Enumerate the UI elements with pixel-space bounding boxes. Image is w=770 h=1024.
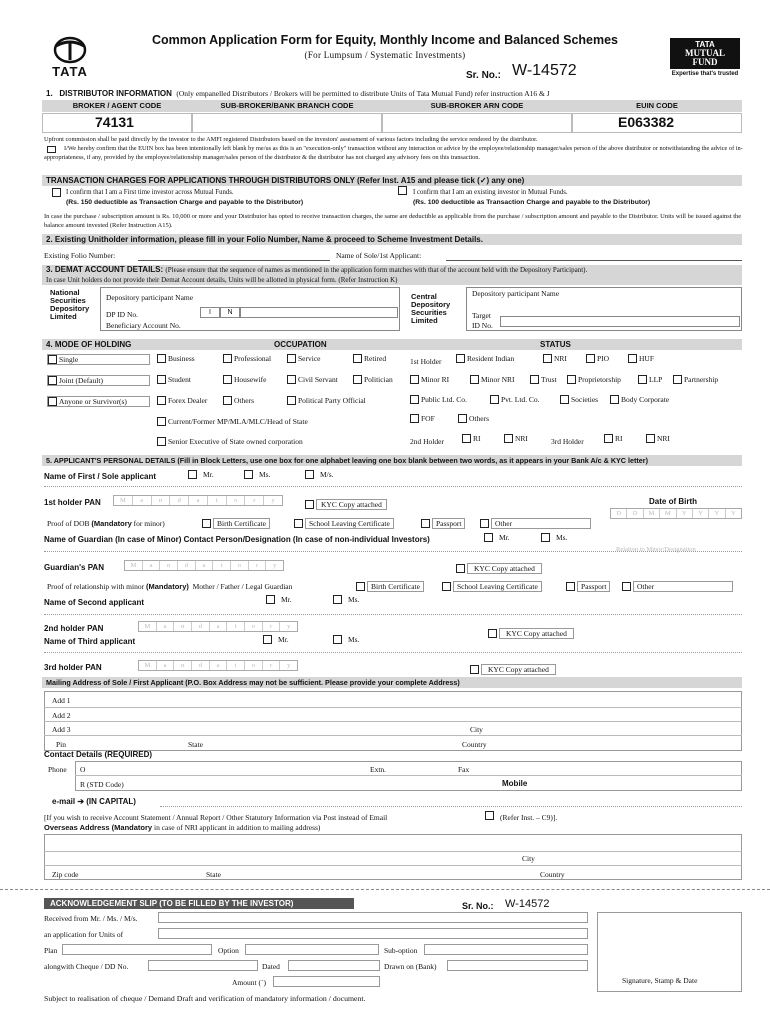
received-input[interactable]	[158, 912, 588, 923]
section1-bar: 1. DISTRIBUTOR INFORMATION (Only empanelled Distributors / Brokers will be permitted to distribute Units of Tata Mutual Fund) refer instruction A16 & J	[42, 88, 742, 99]
occ-service[interactable]: Service	[287, 354, 321, 363]
units-label: an application for Units of	[44, 930, 124, 939]
plan-input[interactable]	[62, 944, 212, 955]
retired-checkbox	[353, 354, 362, 363]
minor-ri-checkbox	[410, 375, 419, 384]
relation-hint: Relation to Minor/Designation	[616, 546, 696, 553]
phone-box	[75, 761, 742, 791]
first-time-charge: (Rs. 150 deductible as Transaction Charge and payable to the Distributor)	[66, 199, 304, 206]
housewife-checkbox	[223, 375, 232, 384]
pan3-input[interactable]: M a n d a t o r y	[138, 660, 298, 671]
email-label: e-mail ➔ (IN CAPITAL)	[52, 797, 136, 806]
email-input[interactable]	[160, 806, 742, 807]
status-minor-nri[interactable]: Minor NRI	[470, 375, 515, 384]
llp-checkbox	[638, 375, 647, 384]
upfront-note: Upfront commission shall be paid directly by the investor to the AMFI registered Distributors based on the investors' assessment of various factors including the service rendered by the distributor.	[44, 136, 538, 143]
holder3-nri-checkbox	[646, 434, 655, 443]
mode-anyone-label: Anyone or Survivor(s)	[59, 397, 127, 406]
senior-exec-checkbox	[157, 437, 166, 446]
tata-mf-logo: TATA MUTUAL FUND Expertise that's trusted	[671, 40, 739, 77]
guardian-label: Name of Guardian (In case of Minor) Contact Person/Designation (In case of non-individual Investors)	[44, 535, 430, 544]
public-ltd-checkbox	[410, 395, 419, 404]
section2-bar: 2. Existing Unitholder information, please fill in your Folio Number, Name & proceed to Scheme Investment Details.	[42, 234, 742, 245]
occ-student[interactable]: Student	[157, 375, 191, 384]
status-trust[interactable]: Trust	[530, 375, 557, 384]
dp-id-i: I	[200, 307, 220, 318]
nsdl-ben-label: Beneficiary Account No.	[106, 321, 181, 330]
add3-input[interactable]	[44, 735, 742, 736]
occ-professional[interactable]: Professional	[223, 354, 271, 363]
tc-note: In case the purchase / subscription amount is Rs. 10,000 or more and your Distributor has opted to receive transaction charges, the same are deductible as applicable from the purchase / subscription amount and payable to the Distributor. Units will be issued against the balance amount invested (Refer Instruction A15).	[44, 213, 742, 229]
first-time-confirm: I confirm that I am a First time investor across Mutual Funds.	[66, 189, 234, 196]
first-time-checkbox[interactable]	[52, 188, 61, 197]
holder2-ri-checkbox	[462, 434, 471, 443]
add1-label: Add 1	[52, 696, 71, 705]
occ-political-party[interactable]: Political Party Official	[287, 396, 366, 405]
single-checkbox[interactable]	[48, 355, 57, 364]
kyc1[interactable]: KYC Copy attached	[305, 499, 387, 510]
guardian-ms[interactable]: Ms.	[541, 533, 567, 542]
phone-o-label: O	[80, 765, 86, 774]
ack-footer: Subject to realisation of cheque / Demand Draft and verification of mandatory information / document.	[44, 994, 366, 1003]
cut-line	[0, 889, 770, 890]
overseas-city-label: City	[522, 854, 535, 863]
status-llp[interactable]: LLP	[638, 375, 662, 384]
overseas-line2	[44, 865, 742, 866]
holder3-ri[interactable]: RI	[604, 434, 623, 443]
nsdl-dp-id-input[interactable]	[240, 307, 398, 318]
stmt-post-checkbox[interactable]	[485, 811, 494, 820]
guardian-mr[interactable]: Mr.	[484, 533, 510, 542]
holder3-label: 3rd Holder	[551, 437, 584, 446]
ack-sr-label: Sr. No.:	[462, 901, 494, 911]
occ-retired[interactable]: Retired	[353, 354, 386, 363]
existing-confirm: I confirm that I am an existing investor in Mutual Funds.	[413, 189, 568, 196]
third-mr[interactable]: Mr.	[263, 635, 289, 644]
first-mr[interactable]: Mr.	[188, 470, 214, 479]
status-societies[interactable]: Societies	[560, 395, 598, 404]
mode-single-label: Single	[59, 355, 79, 364]
business-checkbox	[157, 354, 166, 363]
forex-checkbox	[157, 396, 166, 405]
tata-logo	[42, 36, 98, 78]
overseas-label: Overseas Address (Mandatory in case of NRI applicant in addition to mailing address)	[44, 823, 321, 832]
units-input[interactable]	[158, 928, 588, 939]
occ-housewife[interactable]: Housewife	[223, 375, 267, 384]
first-applicant-label: Name of First / Sole applicant	[44, 472, 157, 481]
holder2-ri[interactable]: RI	[462, 434, 481, 443]
holder1-label: 1st Holder	[410, 357, 442, 366]
sr-label: Sr. No.:	[466, 70, 502, 81]
status-proprietorship[interactable]: Proprietorship	[567, 375, 621, 384]
occ-business[interactable]: Business	[157, 354, 195, 363]
rel-passport[interactable]: Passport	[566, 581, 610, 592]
add1-input[interactable]	[44, 707, 742, 708]
pio-checkbox	[586, 354, 595, 363]
dated-input[interactable]	[288, 960, 380, 971]
occ-civil-servant[interactable]: Civil Servant	[287, 375, 338, 384]
nsdl-dp-id-label: DP ID No.	[106, 310, 139, 319]
status-public-ltd[interactable]: Public Ltd. Co.	[410, 395, 467, 404]
folio-input[interactable]	[138, 260, 330, 261]
societies-checkbox	[560, 395, 569, 404]
tata-emblem-icon	[42, 36, 98, 64]
sole-name-label: Name of Sole/1st Applicant:	[336, 251, 422, 260]
body-corporate-checkbox	[610, 395, 619, 404]
partnership-checkbox	[673, 375, 682, 384]
existing-charge: (Rs. 100 deductible as Transaction Charge and payable to the Distributor)	[413, 199, 651, 206]
guardian-pan-input[interactable]: M a n d a t o r y	[124, 560, 284, 571]
anyone-checkbox[interactable]	[48, 397, 57, 406]
occ-senior-exec[interactable]: Senior Executive of State owned corporation	[157, 437, 303, 446]
professional-checkbox	[223, 354, 232, 363]
target-id-label: ID No.	[472, 321, 493, 330]
country-label: Country	[462, 740, 487, 749]
signature-label: Signature, Stamp & Date	[622, 976, 698, 985]
mobile-label: Mobile	[502, 779, 528, 788]
phone-o-input[interactable]	[75, 775, 742, 776]
mp-mla-checkbox	[157, 417, 166, 426]
overseas-box[interactable]	[44, 834, 742, 880]
first-name-input[interactable]	[44, 486, 742, 487]
cheque-input[interactable]	[148, 960, 258, 971]
sub-option-input[interactable]	[424, 944, 588, 955]
ack-title: ACKNOWLEDGEMENT SLIP (TO BE FILLED BY THE INVESTOR)	[44, 898, 354, 909]
nsdl-dp-name-label: Depository participant Name	[106, 293, 194, 302]
city-label: City	[470, 725, 483, 734]
sole-name-input[interactable]	[446, 260, 742, 261]
civil-servant-checkbox	[287, 375, 296, 384]
third-ms[interactable]: Ms.	[333, 635, 359, 644]
status-fof[interactable]: FOF	[410, 414, 435, 423]
first-mrs[interactable]: M/s.	[305, 470, 334, 479]
state-label: State	[188, 740, 203, 749]
service-checkbox	[287, 354, 296, 363]
pan1-label: 1st holder PAN	[44, 498, 101, 507]
politician-checkbox	[353, 375, 362, 384]
minor-nri-checkbox	[470, 375, 479, 384]
status-pio[interactable]: PIO	[586, 354, 609, 363]
folio-label: Existing Folio Number:	[44, 251, 116, 260]
sub-option-label: Sub-option	[384, 946, 418, 955]
proof-school[interactable]: School Leaving Certificate	[294, 518, 394, 529]
resident-checkbox	[456, 354, 465, 363]
euin-code: E063382	[618, 114, 675, 130]
dp-id-n: N	[220, 307, 240, 318]
option-label: Option	[218, 946, 239, 955]
euin-declaration: I/We hereby confirm that the EUIN box has been intentionally left blank by me/us as this is an "execution-only" transaction without any interaction or advice by the employee/relationship manager/sales person of the above distributor or notwithstanding the advice of in-appropriateness, if any, provided by the employee/relationship manager/sales person of the distributor & the distributor has not charged any advisory fees on this transaction.	[44, 145, 743, 161]
rel-other[interactable]: Other	[622, 581, 733, 592]
cdsl-label: Central Depository Securities Limited	[411, 292, 451, 325]
stmt-refer: (Refer Inst. – C9)].	[500, 813, 558, 822]
option-input[interactable]	[245, 944, 379, 955]
dob-label: Date of Birth	[649, 497, 697, 506]
amount-label: Amount (`)	[232, 978, 266, 987]
dated-label: Dated	[262, 962, 280, 971]
target-label: Target	[472, 311, 491, 320]
joint-checkbox[interactable]	[48, 376, 57, 385]
occ-others[interactable]: Others	[223, 396, 254, 405]
status-pvt-ltd[interactable]: Pvt. Ltd. Co.	[490, 395, 540, 404]
pan1-input[interactable]: M a n d a t o r y	[113, 495, 283, 506]
add2-input[interactable]	[44, 721, 742, 722]
tata-wordmark: TATA	[52, 64, 88, 79]
sub-broker-code-box[interactable]	[192, 113, 382, 133]
occ-mp-mla[interactable]: Current/Former MP/MLA/MLC/Head of State	[157, 417, 308, 426]
dob-input[interactable]: D D M M Y Y Y Y	[610, 508, 742, 519]
second-mr[interactable]: Mr.	[266, 595, 292, 604]
proof-dob-label: Proof of DOB (Mandatory for minor)	[47, 519, 165, 528]
section5-bar: 5. APPLICANT'S PERSONAL DETAILS (Fill in Block Letters, use one box for one alphabet leaving one box blank between two words, as it appears in your Bank A/c & KYC letter)	[42, 455, 742, 466]
rel-birth[interactable]: Birth Certificate	[356, 581, 424, 592]
huf-checkbox	[628, 354, 637, 363]
plan-label: Plan	[44, 946, 58, 955]
holder2-label: 2nd Holder	[410, 437, 444, 446]
guardian-pan-label: Guardian's PAN	[44, 563, 104, 572]
section3-bar: 3. DEMAT ACCOUNT DETAILS: (Please ensure that the sequence of names as mentioned in the application form matches with that of the account held with the Depository Participant). In case Unit holders do not provide their Demat Account details, Units will be allotted in physical form. (Refer Instruction K)	[42, 265, 742, 285]
proof-rel-label: Proof of relationship with minor (Mandatory) Mother / Father / Legal Guardian	[47, 582, 293, 591]
first-ms[interactable]: Ms.	[244, 470, 270, 479]
second-applicant-label: Name of Second applicant	[44, 598, 145, 607]
broker-code: 74131	[95, 114, 134, 130]
others-checkbox	[223, 396, 232, 405]
section4-bar: 4. MODE OF HOLDING OCCUPATION STATUS	[42, 339, 742, 350]
pan2-label: 2nd holder PAN	[44, 624, 104, 633]
second-name-input[interactable]	[44, 614, 742, 615]
fax-label: Fax	[458, 765, 470, 774]
occ-forex[interactable]: Forex Dealer	[157, 396, 207, 405]
status-others-checkbox	[458, 414, 467, 423]
stmt-note: [If you wish to receive Account Statement / Annual Report / Other Statutory Information via Post instead of Email	[44, 813, 388, 822]
second-ms[interactable]: Ms.	[333, 595, 359, 604]
form-title: Common Application Form for Equity, Monthly Income and Balanced Schemes	[151, 33, 619, 47]
drawn-label: Drawn on (Bank)	[384, 962, 437, 971]
target-id-input[interactable]	[500, 316, 740, 327]
political-party-checkbox	[287, 396, 296, 405]
extn-label: Extn.	[370, 765, 387, 774]
mode-joint-label: Joint (Default)	[59, 376, 103, 385]
address-bar: Mailing Address of Sole / First Applicant (P.O. Box Address may not be sufficient. Please provide your complete Address)	[42, 677, 742, 688]
cheque-label: alongwith Cheque / DD No.	[44, 962, 129, 971]
holder2-nri-checkbox	[504, 434, 513, 443]
form-subtitle: (For Lumpsum / Systematic Investments)	[304, 50, 466, 60]
kyc2[interactable]: KYC Copy attached	[488, 628, 574, 639]
pan3-label: 3rd holder PAN	[44, 663, 102, 672]
overseas-line1	[44, 851, 742, 852]
proof-other[interactable]: Other	[480, 518, 591, 529]
trust-checkbox	[530, 375, 539, 384]
sub-broker-arn-box[interactable]	[382, 113, 572, 133]
holder3-nri[interactable]: NRI	[646, 434, 670, 443]
amount-input[interactable]	[273, 976, 380, 987]
rel-school[interactable]: School Leaving Certificate	[442, 581, 542, 592]
kyc3[interactable]: KYC Copy attached	[470, 664, 556, 675]
status-body-corporate[interactable]: Body Corporate	[610, 395, 669, 404]
holder2-nri[interactable]: NRI	[504, 434, 528, 443]
proof-birth[interactable]: Birth Certificate	[202, 518, 270, 529]
pvt-ltd-checkbox	[490, 395, 499, 404]
holder3-ri-checkbox	[604, 434, 613, 443]
pan2-input[interactable]: M a n d a t o r y	[138, 621, 298, 632]
status-others[interactable]: Others	[458, 414, 489, 423]
status-partnership[interactable]: Partnership	[673, 375, 718, 384]
existing-checkbox[interactable]	[398, 186, 407, 195]
status-minor-ri[interactable]: Minor RI	[410, 375, 449, 384]
pin-label: Pin	[56, 740, 67, 749]
tagline: Expertise that's trusted	[671, 71, 739, 77]
drawn-input[interactable]	[447, 960, 588, 971]
nsdl-label: National Securities Depository Limited	[50, 288, 90, 321]
zip-label: Zip code	[52, 870, 79, 879]
cdsl-dp-name-label: Depository participant Name	[472, 289, 560, 298]
status-resident[interactable]: Resident Indian	[456, 354, 514, 363]
phone-label: Phone	[48, 765, 67, 774]
kyc-guardian[interactable]: KYC Copy attached	[456, 563, 542, 574]
sr-number: W-14572	[512, 62, 577, 79]
phone-r-label: R (STD Code)	[80, 780, 124, 789]
third-applicant-label: Name of Third applicant	[44, 637, 136, 646]
add2-label: Add 2	[52, 711, 71, 720]
status-nri[interactable]: NRI	[543, 354, 567, 363]
third-name-input[interactable]	[44, 652, 742, 653]
student-checkbox	[157, 375, 166, 384]
add3-label: Add 3	[52, 725, 71, 734]
proprietorship-checkbox	[567, 375, 576, 384]
ack-sr-number: W-14572	[505, 898, 550, 910]
distributor-cols: BROKER / AGENT CODE SUB-BROKER/BANK BRANCH CODE SUB-BROKER ARN CODE EUIN CODE	[42, 100, 742, 112]
nri-checkbox	[543, 354, 552, 363]
occ-politician[interactable]: Politician	[353, 375, 393, 384]
overseas-state-label: State	[206, 870, 221, 879]
received-label: Received from Mr. / Ms. / M/s.	[44, 914, 138, 923]
overseas-country-label: Country	[540, 870, 565, 879]
tc-bar: TRANSACTION CHARGES FOR APPLICATIONS THROUGH DISTRIBUTORS ONLY (Refer Inst. A15 and please tick (✓) any one)	[42, 175, 742, 186]
proof-passport[interactable]: Passport	[421, 518, 465, 529]
contact-label: Contact Details (REQUIRED)	[44, 750, 153, 759]
status-huf[interactable]: HUF	[628, 354, 654, 363]
fof-checkbox	[410, 414, 419, 423]
